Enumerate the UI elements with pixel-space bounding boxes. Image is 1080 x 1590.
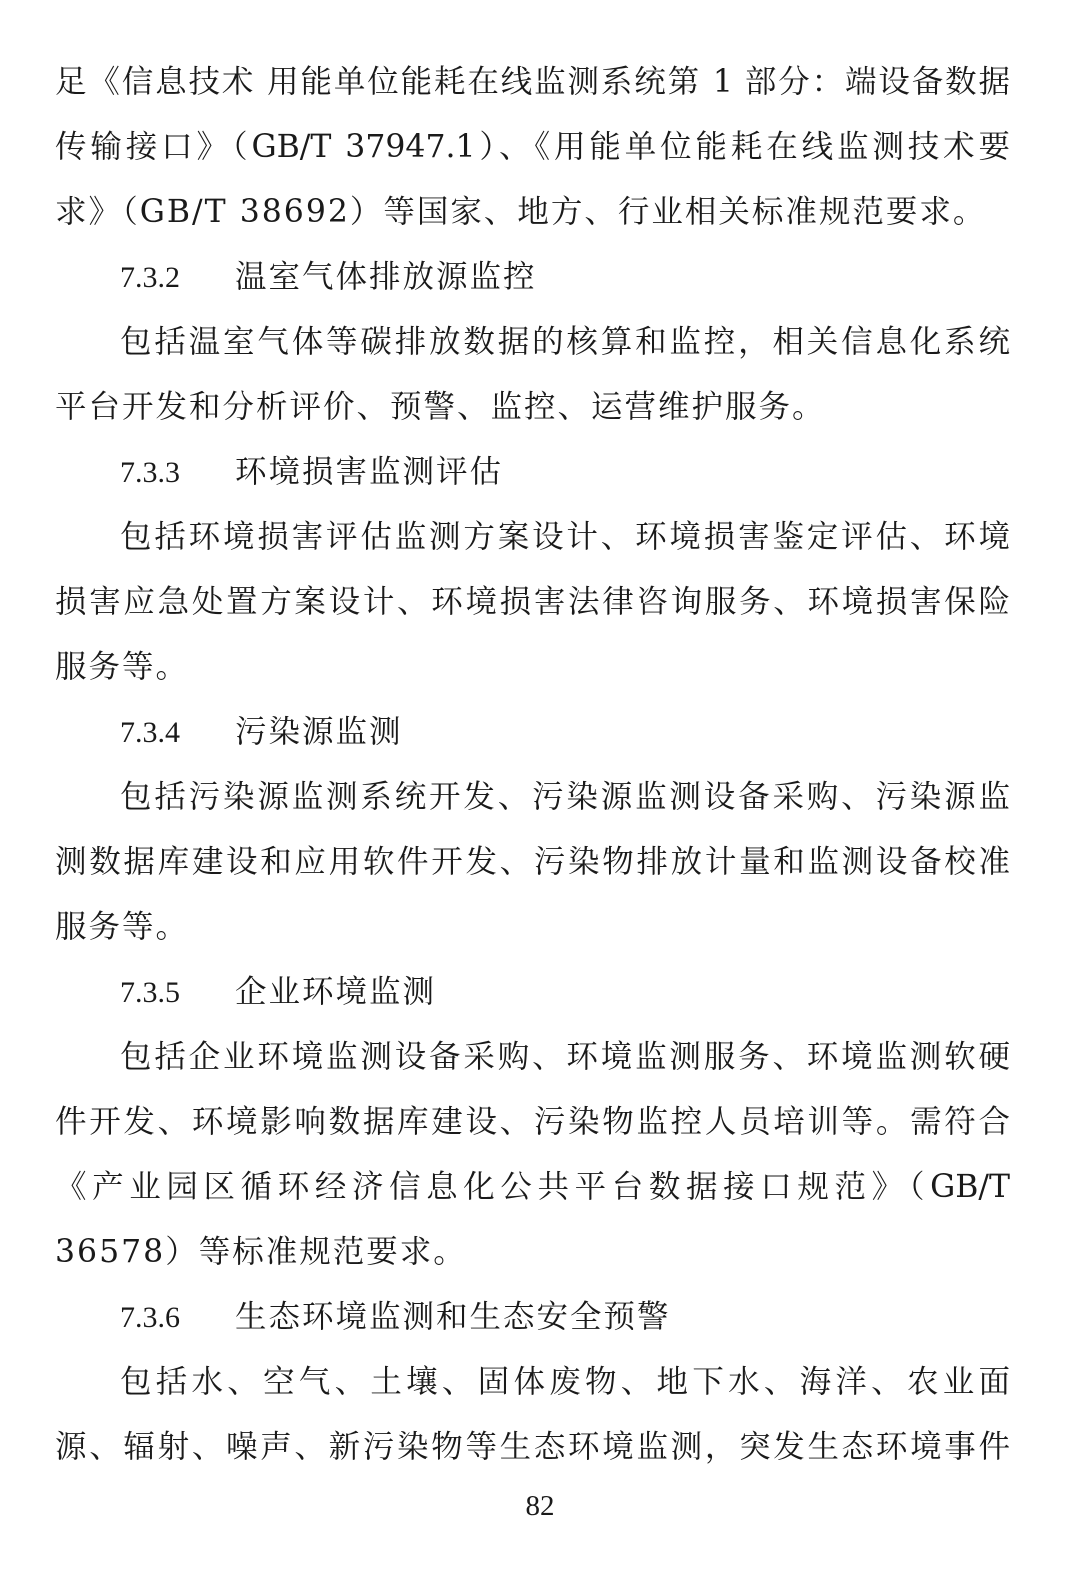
section-heading: [55, 960, 1010, 1025]
paragraph-line: 平台开发和分析评价、预警、监控、运营维护服务。: [55, 389, 826, 425]
section-title: 生态环境监测和生态安全预警: [235, 1299, 671, 1335]
section-heading: [55, 245, 1010, 310]
paragraph-line: 服务等。: [55, 649, 190, 685]
section-heading: [55, 700, 1010, 765]
paragraph-line: 包括企业环境监测设备采购、环境监测服务、环境监测软硬: [120, 1039, 1010, 1075]
section-title: 污染源监测: [235, 714, 403, 750]
document-body: [55, 50, 1010, 1480]
page-number: 82: [525, 1490, 555, 1522]
paragraph-line: 包括环境损害评估监测方案设计、环境损害鉴定评估、环境: [120, 519, 1010, 555]
paragraph-line: 包括水、空气、土壤、固体废物、地下水、海洋、农业面: [120, 1364, 1010, 1400]
section-number: 7.3.5: [120, 976, 180, 1009]
paragraph-line: 包括温室气体等碳排放数据的核算和监控，相关信息化系统: [120, 324, 1010, 360]
section-number: 7.3.3: [120, 456, 180, 489]
paragraph-line: 传输接口》（GB/T 37947.1）、《用能单位能耗在线监测技术要: [55, 129, 1010, 165]
section-title: 企业环境监测: [235, 974, 437, 1010]
paragraph-line: 测数据库建设和应用软件开发、污染物排放计量和监测设备校准: [55, 844, 1010, 880]
paragraph-line: 服务等。: [55, 909, 190, 945]
paragraph-line: 《产业园区循环经济信息化公共平台数据接口规范》（GB/T: [55, 1169, 1010, 1205]
paragraph-line: 损害应急处置方案设计、环境损害法律咨询服务、环境损害保险: [55, 584, 1010, 620]
section-number: 7.3.2: [120, 261, 180, 294]
section-heading: [55, 1285, 1010, 1350]
paragraph-line: 求》（GB/T 38692）等国家、地方、行业相关标准规范要求。: [55, 194, 987, 230]
paragraph-line: 36578）等标准规范要求。: [55, 1234, 467, 1270]
paragraph-line: 足《信息技术 用能单位能耗在线监测系统第 1 部分：端设备数据: [55, 64, 1010, 100]
section-title: 环境损害监测评估: [235, 454, 504, 490]
paragraph-line: 件开发、环境影响数据库建设、污染物监控人员培训等。需符合: [55, 1104, 1010, 1140]
section-number: 7.3.6: [120, 1301, 180, 1334]
section-title: 温室气体排放源监控: [235, 259, 537, 295]
section-heading: [55, 440, 1010, 505]
paragraph-line: 源、辐射、噪声、新污染物等生态环境监测，突发生态环境事件: [55, 1429, 1010, 1465]
section-number: 7.3.4: [120, 716, 180, 749]
paragraph-line: 包括污染源监测系统开发、污染源监测设备采购、污染源监: [120, 779, 1010, 815]
